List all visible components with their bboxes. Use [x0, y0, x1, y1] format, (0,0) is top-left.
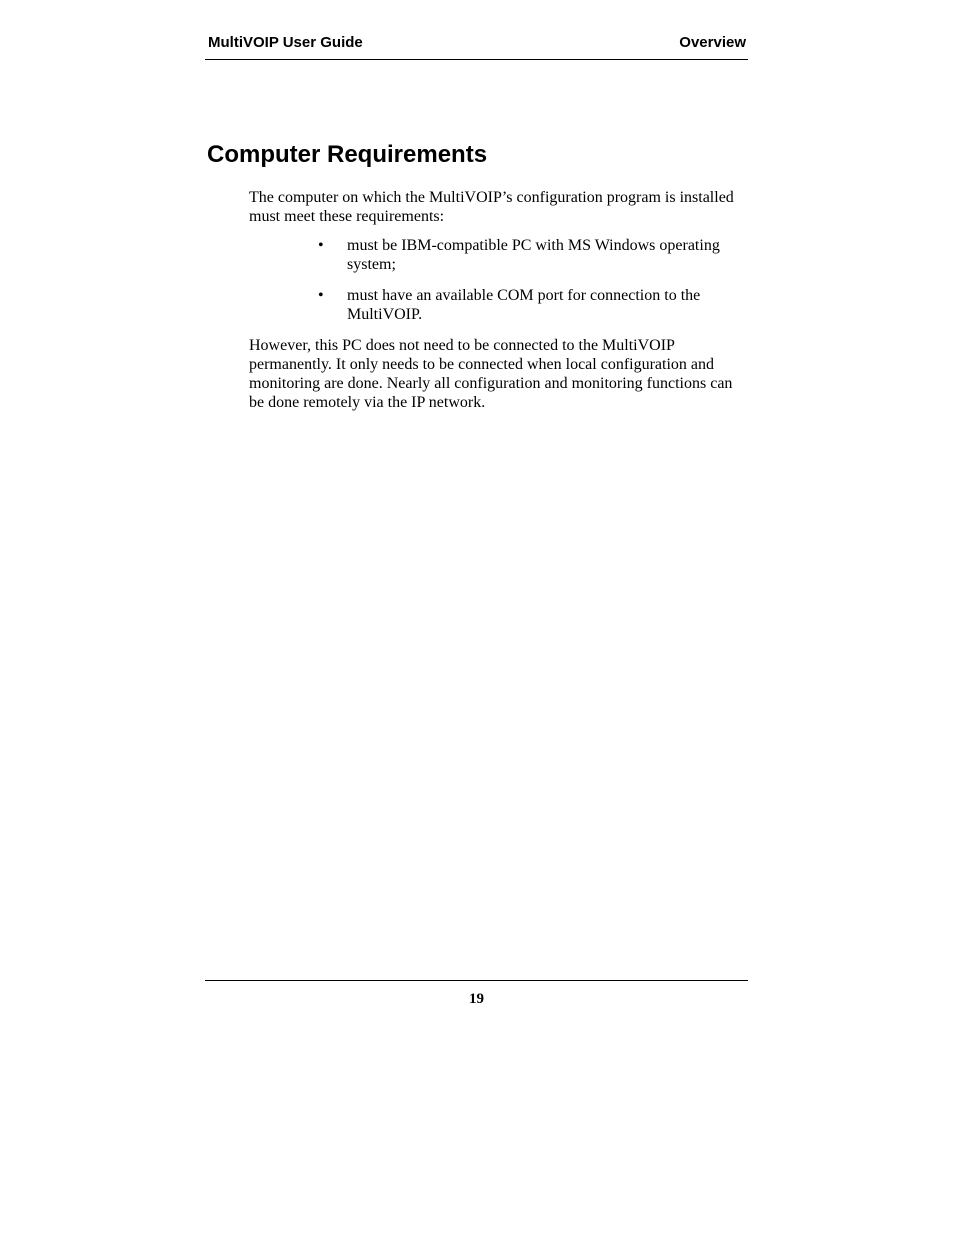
page-header: [205, 33, 748, 60]
section-title: Computer Requirements: [207, 141, 488, 168]
intro-paragraph: The computer on which the MultiVOIP’s configuration program is installed must meet these requirements:: [249, 189, 734, 225]
header-chapter-title: Overview: [679, 34, 746, 51]
bullet-icon: •: [318, 237, 324, 254]
list-item: [318, 286, 750, 324]
requirement-text: must have an available COM port for connection to the MultiVOIP.: [347, 287, 701, 323]
requirements-list: [318, 236, 750, 336]
list-item: [318, 236, 750, 274]
page-number: 19: [469, 991, 484, 1007]
header-document-title: MultiVOIP User Guide: [208, 34, 363, 51]
note-paragraph: However, this PC does not need to be connected to the MultiVOIP permanently. It only needs to be connected when local configuration and monitoring are done. Nearly all configuration and monitoring functions can be done remotely via the IP network.: [249, 337, 733, 411]
bullet-icon: •: [318, 287, 324, 304]
requirement-text: must be IBM-compatible PC with MS Windows operating system;: [347, 237, 720, 273]
footer-divider: [205, 980, 748, 981]
